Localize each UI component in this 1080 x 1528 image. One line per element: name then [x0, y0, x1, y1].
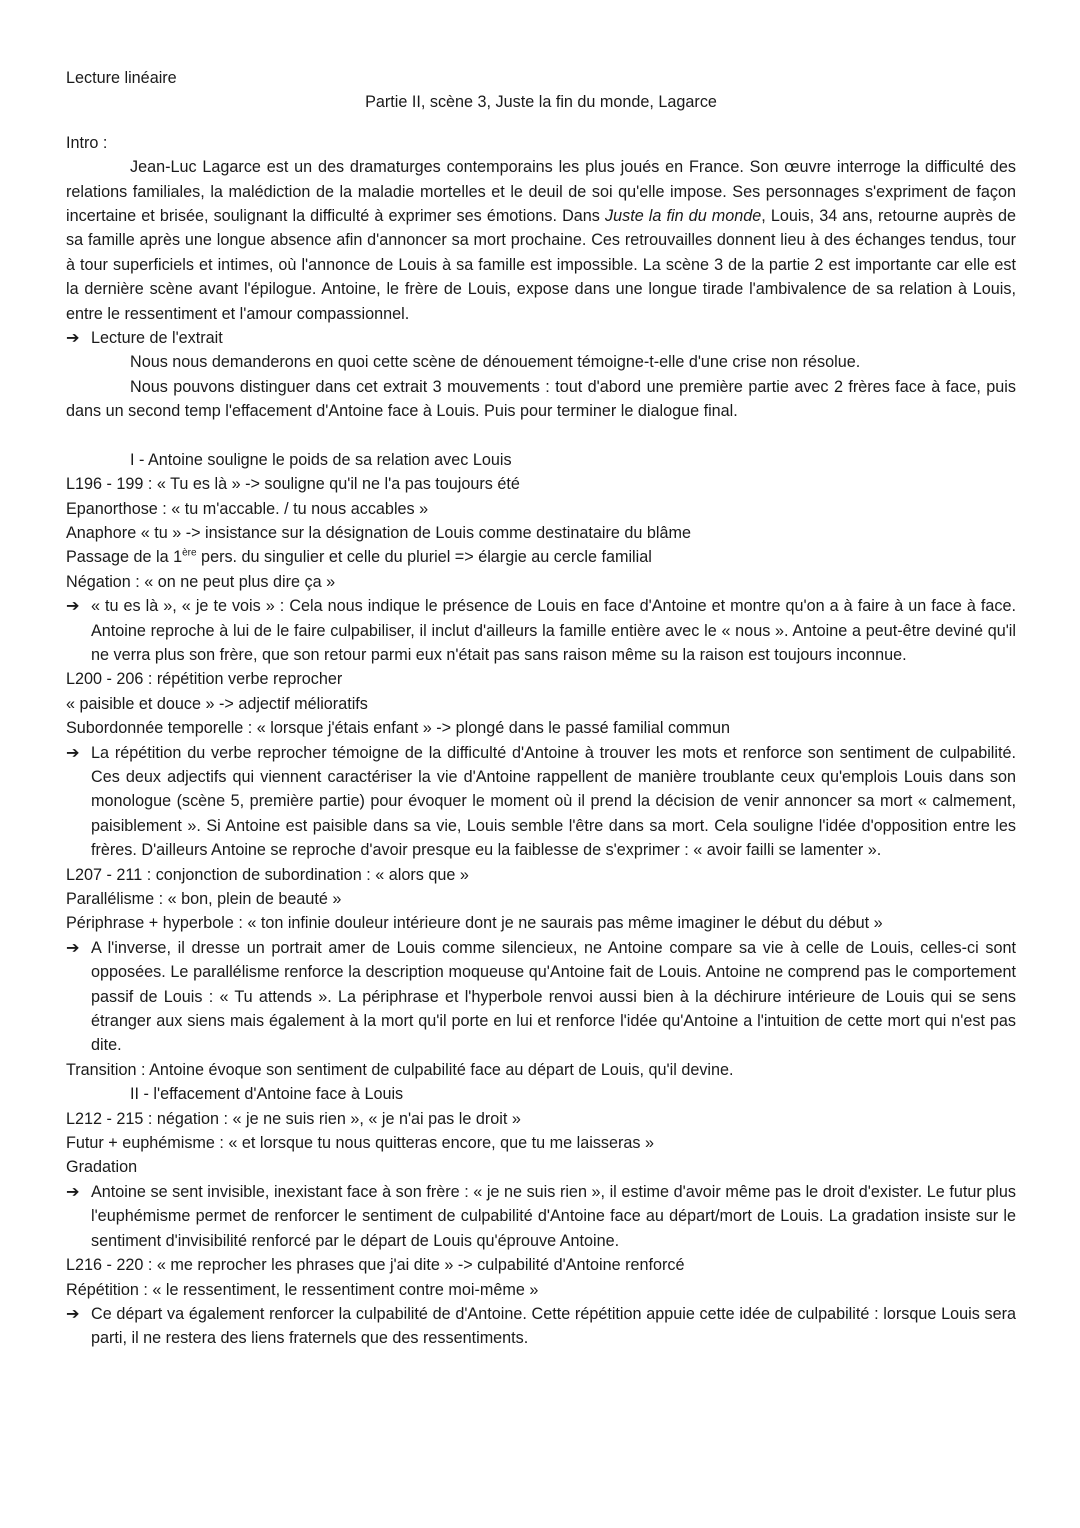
- arrow-icon: ➔: [66, 938, 80, 957]
- intro-paragraph: Jean-Luc Lagarce est un des dramaturges contemporains les plus joués en France. Son œuvre interroge la difficulté des relations familiales, la malédiction de la maladie mortelles et le deuil de soi qu'elle impose. Ses personnages s'expriment de façon incertaine et brisée, soulignant la difficulté à exprimer ses émotions. Dans Juste la fin du monde, Louis, 34 ans, retourne auprès de sa famille après une longue absence afin d'annoncer sa mort prochaine. Ces retrouvailles donnent lieu à des échanges tendus, tour à tour superficiels et intimes, où l'annonce de Louis à sa famille est impossible. La scène 3 de la partie 2 est importante car elle est la dernière scène avant l'épilogue. Antoine, le frère de Louis, expose dans une longue tirade l'ambivalence de sa relation à Louis, entre le ressentiment et l'amour compassionnel.: [66, 158, 1016, 323]
- note-line: Périphrase + hyperbole : « ton infinie douleur intérieure dont je ne saurais pas même imaginer le début du début »: [66, 914, 883, 933]
- note-line: Répétition : « le ressentiment, le ressentiment contre moi-même »: [66, 1280, 539, 1299]
- arrow-icon: ➔: [66, 1182, 80, 1201]
- reading-item: ➔ Lecture de l'extrait: [66, 326, 1016, 350]
- analysis-item: ➔ A l'inverse, il dresse un portrait amer de Louis comme silencieux, ne Antoine compare sa vie à celle de Louis, celles-ci sont opposées. Le parallélisme renforce la description moqueuse qu'Antoine fait de Louis. Antoine ne comprend pas le comportement passif de Louis : « Tu attends ». La périphrase et l'hyperbole renvoi aussi bien à la déchirure intérieure de Louis qui se sens étranger aux siens mais également à la mort qu'il porte en lui et renforce l'idée qu'Antoine a l'intuition de cette mort qui n'est pas dite.: [66, 936, 1016, 1058]
- analysis-item: ➔ « tu es là », « je te vois » : Cela nous indique le présence de Louis en face d'Antoine et montre qu'on a à faire à un face à face. Antoine reproche à lui de le faire culpabiliser, il inclut d'ailleurs la famille entière avec le « nous ». Antoine a peut-être deviné qu'il ne verra plus son frère, que son retour parmi eux n'était pas sans raison même su la raison est toujours inconnue.: [66, 594, 1016, 667]
- arrow-icon: ➔: [66, 597, 80, 616]
- note-line: Anaphore « tu » -> insistance sur la désignation de Louis comme destinataire du blâme: [66, 523, 691, 542]
- note-line: L212 - 215 : négation : « je ne suis rien », « je n'ai pas le droit »: [66, 1109, 521, 1128]
- transition-line: Transition : Antoine évoque son sentiment de culpabilité face au départ de Louis, qu'il devine.: [66, 1060, 734, 1079]
- note-line: Parallélisme : « bon, plein de beauté »: [66, 890, 342, 908]
- note-line: Gradation: [66, 1158, 138, 1177]
- part2-title: II - l'effacement d'Antoine face à Louis: [130, 1085, 404, 1104]
- note-line: Epanorthose : « tu m'accable. / tu nous accables »: [66, 499, 429, 518]
- arrow-icon: ➔: [66, 329, 80, 348]
- note-line: Passage de la 1ère pers. du singulier et celle du pluriel => élargie au cercle familial: [66, 547, 652, 567]
- document-label: Lecture linéaire: [66, 69, 177, 87]
- note-line: Négation : « on ne peut plus dire ça »: [66, 572, 336, 591]
- note-line: Subordonnée temporelle : « lorsque j'étais enfant » -> plongé dans le passé familial commun: [66, 719, 731, 738]
- note-line: « paisible et douce » -> adjectif mélioratifs: [66, 694, 368, 713]
- arrow-icon: ➔: [66, 743, 80, 762]
- note-line: L196 - 199 : « Tu es là » -> souligne qu'il ne l'a pas toujours été: [66, 475, 520, 494]
- note-line: L200 - 206 : répétition verbe reprocher: [66, 670, 343, 689]
- analysis-item: ➔ Antoine se sent invisible, inexistant face à son frère : « je ne suis rien », il estime d'avoir même pas le droit d'exister. Le futur plus l'euphémisme permet de renforcer le sentiment de culpabilité d'Antoine face au départ/mort de Louis. La gradation insiste sur le sentiment d'invisibilité renforcé par le départ de Louis qu'éprouve Antoine.: [66, 1180, 1016, 1253]
- arrow-icon: ➔: [66, 1304, 80, 1323]
- intro-heading: Intro :: [66, 133, 108, 152]
- document-page: [66, 66, 1016, 1351]
- note-line: L207 - 211 : conjonction de subordination : « alors que »: [66, 865, 469, 884]
- analysis-item: ➔ La répétition du verbe reprocher témoigne de la difficulté d'Antoine à trouver les mots et renforce son sentiment de culpabilité. Ces deux adjectifs qui viennent caractériser la vie d'Antoine rappellent de manière troublante ceux qu'emplois Louis dans son monologue (scène 5, première partie) pour évoquer le moment où il prend la décision de venir annoncer sa mort « calmement, paisiblement ». Si Antoine est paisible dans sa vie, Louis semble l'être dans sa mort. Cela souligne l'idée d'opposition entre les frères. D'ailleurs Antoine se reproche d'avoir presque eu la faiblesse de s'exprimer : « avoir failli se lamenter ».: [66, 741, 1016, 863]
- problematique: Nous nous demanderons en quoi cette scène de dénouement témoigne-t-elle d'une crise non résolue.: [130, 353, 861, 372]
- analysis-item: ➔ Ce départ va également renforcer la culpabilité de d'Antoine. Cette répétition appuie cette idée de culpabilité : lorsque Louis sera parti, il ne restera des liens fraternels que des ressentiments.: [66, 1302, 1016, 1351]
- document-title: Partie II, scène 3, Juste la fin du monde, Lagarce: [365, 93, 717, 112]
- note-line: L216 - 220 : « me reprocher les phrases que j'ai dite » -> culpabilité d'Antoine renforcé: [66, 1256, 685, 1275]
- part1-title: I - Antoine souligne le poids de sa relation avec Louis: [130, 450, 512, 469]
- work-title: Juste la fin du monde: [605, 207, 762, 226]
- note-line: Futur + euphémisme : « et lorsque tu nous quitteras encore, que tu me laisseras »: [66, 1134, 655, 1153]
- plan-paragraph: Nous pouvons distinguer dans cet extrait 3 mouvements : tout d'abord une première partie avec 2 frères face à face, puis dans un second temp l'effacement d'Antoine face à Louis. Puis pour terminer le dialogue final.: [66, 377, 1016, 421]
